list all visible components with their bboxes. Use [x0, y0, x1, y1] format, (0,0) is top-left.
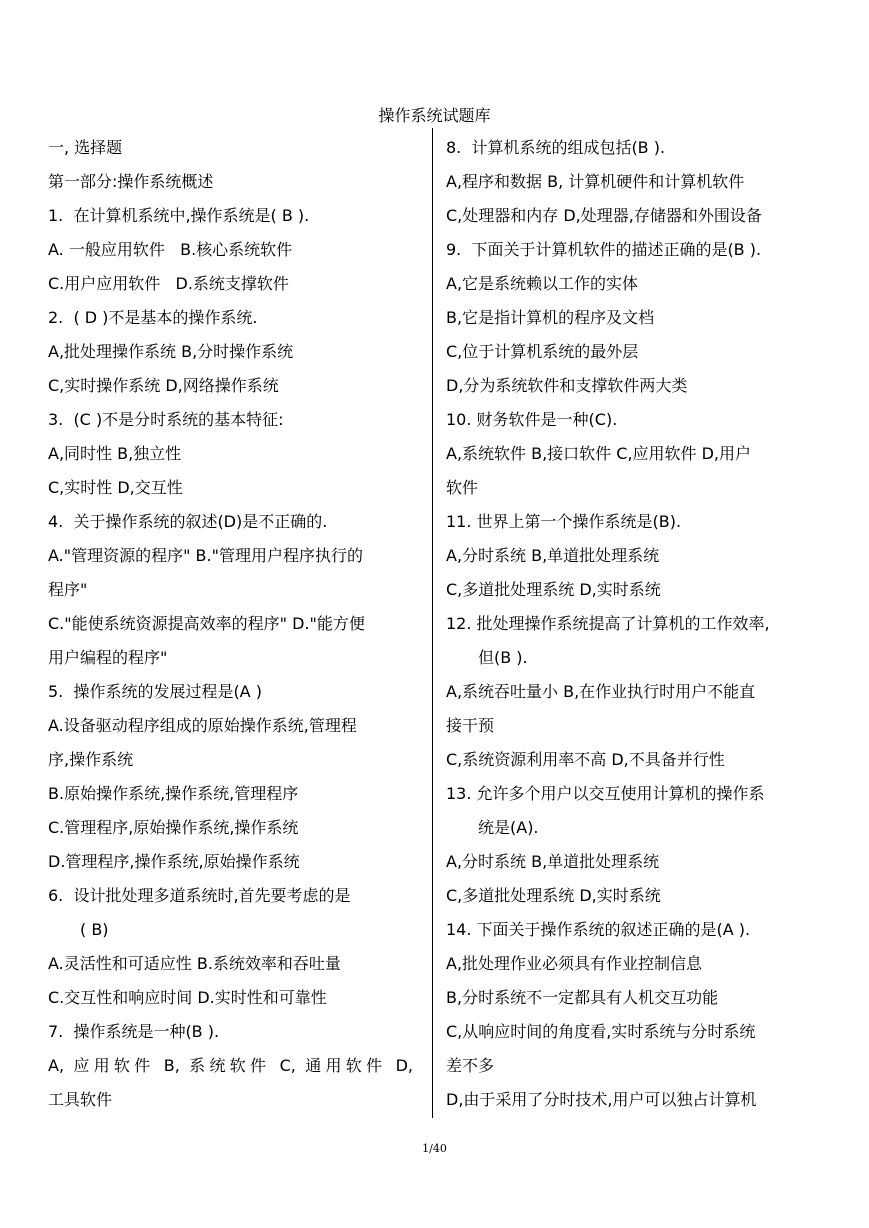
question-line: C,多道批处理系统 D,实时系统	[446, 886, 661, 905]
question-line: B,它是指计算机的程序及文档	[446, 308, 655, 327]
question-line: A. 一般应用软件 B.核心系统软件	[48, 240, 293, 259]
question-line: 10. 财务软件是一种(C).	[446, 410, 618, 429]
question-line: 11. 世界上第一个操作系统是(B).	[446, 512, 682, 531]
page-title: 操作系统试题库	[378, 106, 491, 125]
left-column	[48, 131, 413, 1117]
question-line: 工具软件	[48, 1090, 113, 1109]
question-line: C,处理器和内存 D,处理器,存储器和外围设备	[446, 206, 762, 225]
question-line: 程序"	[48, 580, 88, 599]
question-line: C.交互性和响应时间 D.实时性和可靠性	[48, 988, 327, 1007]
question-line: 3. (C )不是分时系统的基本特征:	[48, 410, 284, 429]
question-line: C.管理程序,原始操作系统,操作系统	[48, 818, 299, 837]
question-line: A,批处理操作系统 B,分时操作系统	[48, 342, 294, 361]
question-line: A,系统吞吐量小 B,在作业执行时用户不能直	[446, 682, 756, 701]
question-line: 8. 计算机系统的组成包括(B ).	[446, 138, 666, 157]
question-line: A,批处理作业必须具有作业控制信息	[446, 954, 703, 973]
question-line: 7. 操作系统是一种(B ).	[48, 1022, 220, 1041]
question-line: 12. 批处理操作系统提高了计算机的工作效率,	[446, 614, 770, 633]
question-line: A,分时系统 B,单道批处理系统	[446, 546, 660, 565]
question-line: B.原始操作系统,操作系统,管理程序	[48, 784, 299, 803]
question-line: 软件	[446, 478, 479, 497]
question-line: C,实时操作系统 D,网络操作系统	[48, 376, 279, 395]
question-line: 序,操作系统	[48, 750, 134, 769]
question-line: A,程序和数据 B, 计算机硬件和计算机软件	[446, 172, 745, 191]
question-line: A."管理资源的程序" B."管理用户程序执行的	[48, 546, 363, 565]
question-line: B,分时系统不一定都具有人机交互功能	[446, 988, 719, 1007]
question-line: 5. 操作系统的发展过程是(A )	[48, 682, 262, 701]
question-line: A.设备驱动程序组成的原始操作系统,管理程	[48, 716, 357, 735]
question-line: 13. 允许多个用户以交互使用计算机的操作系	[446, 784, 765, 803]
question-line: 接干预	[446, 716, 495, 735]
column-divider	[432, 128, 433, 1118]
question-line: 统是(A).	[478, 818, 539, 837]
question-line: A.灵活性和可适应性 B.系统效率和吞吐量	[48, 954, 341, 973]
question-line: 6. 设计批处理多道系统时,首先要考虑的是	[48, 886, 351, 905]
question-line: C,多道批处理系统 D,实时系统	[446, 580, 661, 599]
question-line: 1. 在计算机系统中,操作系统是( B ).	[48, 206, 310, 225]
question-line: 一, 选择题	[48, 138, 123, 157]
question-line: 第一部分:操作系统概述	[48, 172, 214, 191]
question-line: C.用户应用软件 D.系统支撑软件	[48, 274, 289, 293]
question-line: 用户编程的程序"	[48, 648, 168, 667]
question-line: 4. 关于操作系统的叙述(D)是不正确的.	[48, 512, 328, 531]
question-line: ( B)	[80, 920, 109, 939]
question-line: A,它是系统赖以工作的实体	[446, 274, 639, 293]
question-line: D,由于采用了分时技术,用户可以独占计算机	[446, 1090, 757, 1109]
question-line: C,实时性 D,交互性	[48, 478, 183, 497]
question-line: A,同时性 B,独立性	[48, 444, 182, 463]
question-line: C,位于计算机系统的最外层	[446, 342, 639, 361]
question-line: A, 应用软件 B, 系统软件 C, 通用软件 D,	[48, 1056, 413, 1075]
question-line: D,分为系统软件和支撑软件两大类	[446, 376, 688, 395]
question-line: 差不多	[446, 1056, 495, 1075]
question-line: C."能使系统资源提高效率的程序" D."能方便	[48, 614, 365, 633]
question-line: 但(B ).	[478, 648, 528, 667]
page-number: 1/40	[422, 1142, 447, 1155]
question-line: 9. 下面关于计算机软件的描述正确的是(B ).	[446, 240, 762, 259]
question-line: A,分时系统 B,单道批处理系统	[446, 852, 660, 871]
question-line: 14. 下面关于操作系统的叙述正确的是(A ).	[446, 920, 751, 939]
question-line: D.管理程序,操作系统,原始操作系统	[48, 852, 300, 871]
right-column	[446, 131, 806, 1117]
question-line: 2. ( D )不是基本的操作系统.	[48, 308, 258, 327]
question-line: A,系统软件 B,接口软件 C,应用软件 D,用户	[446, 444, 752, 463]
question-line: C,系统资源利用率不高 D,不具备并行性	[446, 750, 725, 769]
question-line: C,从响应时间的角度看,实时系统与分时系统	[446, 1022, 756, 1041]
